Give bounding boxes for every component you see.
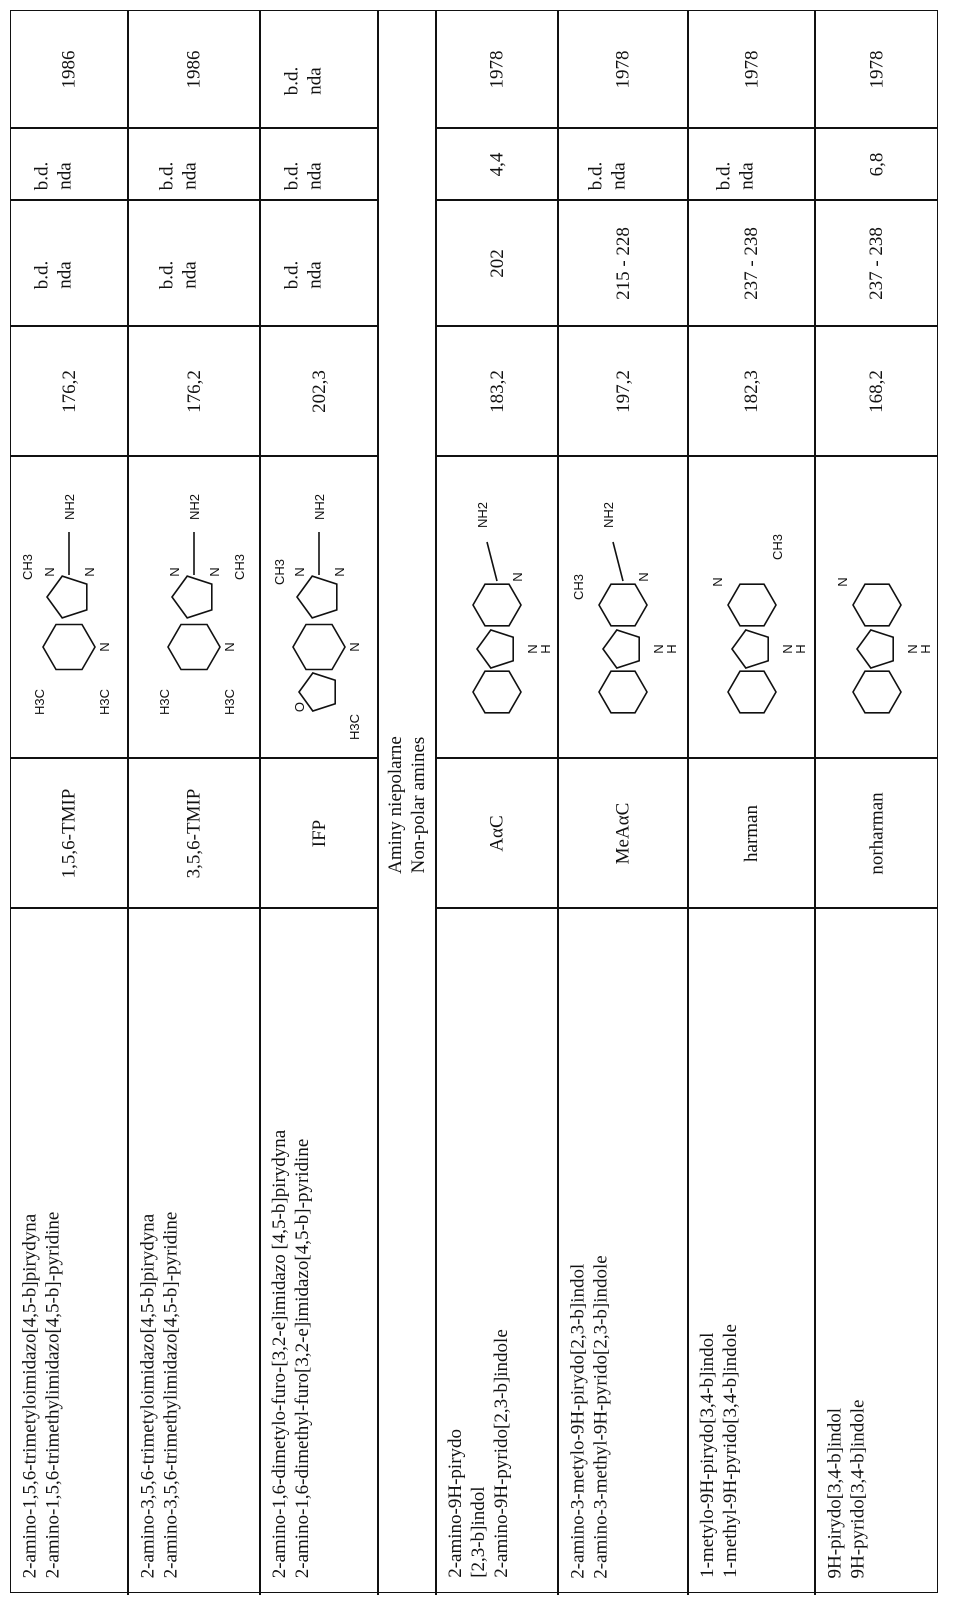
molar-mass-line: 182,3: [740, 369, 762, 413]
year: [183, 50, 206, 88]
column-divider: [10, 127, 378, 129]
methyl-label: H3C: [32, 688, 47, 716]
nitrogen-label: N: [525, 644, 540, 654]
pka-value: [485, 152, 508, 176]
abbreviation-line: harman: [740, 804, 762, 862]
row-divider: [814, 10, 816, 1595]
methyl-label: CH3: [232, 553, 247, 581]
molar-mass-line: 176,2: [183, 369, 205, 413]
pka-value: [584, 161, 630, 190]
abbreviation-line: norharman: [866, 791, 888, 875]
compound-name-line: 2-amino-9H-pirydo: [444, 1428, 466, 1578]
section-header: [384, 736, 430, 874]
compound-name: [696, 1324, 742, 1578]
compound-name-line: 9H-pirydo[3,4-b]indol: [823, 1407, 845, 1578]
column-divider: [10, 455, 378, 457]
compound-name: [566, 1255, 612, 1578]
nitrogen-label: N: [636, 572, 651, 582]
nitrogen-label: N: [709, 577, 725, 587]
year: [58, 50, 81, 88]
row-divider: [557, 10, 559, 1595]
column-divider: [436, 455, 938, 457]
abbreviation: [57, 788, 80, 878]
molar-mass: [611, 370, 634, 413]
column-divider: [10, 907, 378, 909]
year-line: 1986: [183, 50, 205, 88]
abbreviation-line: 3,5,6-TMIP: [183, 788, 205, 878]
row-divider: [377, 10, 379, 1595]
section-header-line: Non-polar amines: [407, 736, 429, 874]
year-line: 1978: [741, 50, 762, 88]
nitrogen-label: N: [834, 577, 850, 587]
compound-name-line: 2-amino-1,6-dimetylo-furo-[3,2-e]imidazo [4,5-b]pirydyna: [269, 1129, 291, 1579]
nitrogen-label: N: [510, 572, 525, 582]
chemical-structure: [139, 467, 249, 747]
nitrogen-label: N: [904, 644, 920, 654]
melting-point-line: 237 - 238: [740, 226, 762, 300]
abbreviation: [740, 805, 763, 862]
year-line: 1986: [58, 50, 80, 88]
compound-name: [823, 1399, 869, 1578]
compound-name-line: 1-metylo-9H-pirydo[3,4-b]indol: [696, 1332, 718, 1578]
row-divider: [259, 10, 261, 1595]
molar-mass: [57, 370, 80, 413]
column-divider: [10, 757, 378, 759]
nitrogen-label: N: [207, 567, 222, 577]
pka-value: [865, 152, 888, 176]
melting-point: [611, 227, 634, 300]
year: [865, 50, 888, 88]
abbreviation-line: IFP: [308, 819, 330, 847]
methyl-label: CH3: [769, 533, 785, 561]
nitrogen-label: N: [332, 567, 347, 577]
column-divider: [10, 325, 378, 327]
pka-value-line: b.d. nda: [30, 161, 75, 190]
pka-value-line: b.d. nda: [155, 161, 200, 190]
compound-name-line: 9H-pyrido[3,4-b]indole: [846, 1399, 868, 1578]
melting-point: [485, 249, 508, 278]
hydrogen-label: H: [792, 644, 808, 654]
compound-name-line: 2-amino-9H-pyrido[2,3-b]indole: [490, 1329, 512, 1578]
year: [486, 50, 509, 88]
pka-value-line: 4,4: [486, 152, 508, 176]
compound-name-line: 2-amino-3-methyl-9H-pyrido[2,3-b]indole: [590, 1254, 612, 1579]
compound-name: [136, 1211, 182, 1578]
molar-mass: [485, 370, 508, 413]
pka-value-line: b.d. nda: [713, 161, 758, 190]
compound-name-line: 1-methyl-9H-pyrido[3,4-b]indole: [719, 1324, 741, 1578]
oxygen-label: O: [292, 701, 307, 713]
nitrogen-label: N: [82, 567, 97, 577]
melting-point-line: 237 - 238: [865, 226, 887, 300]
methyl-label: CH3: [20, 553, 35, 581]
molar-mass-line: 202,3: [308, 369, 330, 413]
pka-value: [712, 161, 758, 190]
methyl-label: H3C: [347, 713, 362, 741]
compound-name-line: 2-amino-1,6-dimethyl-furo[3,2-e]imidazo[4,5-b]-pyridine: [292, 1138, 314, 1579]
compound-name-line: 2-amino-3,5,6-trimetyloimidazo[4,5-b]pirydyna: [136, 1213, 158, 1578]
pka-value: [30, 161, 76, 190]
abbreviation: [486, 815, 509, 851]
compound-name: [18, 1211, 64, 1578]
pka-value-line: 6,8: [865, 152, 887, 176]
section-header-line: Aminy niepolarne: [384, 736, 406, 874]
molar-mass-line: 168,2: [865, 369, 887, 413]
compound-name-line: [2,3-b]indol: [467, 1486, 489, 1578]
row-divider: [687, 10, 689, 1595]
hydrogen-label: H: [917, 644, 933, 654]
molar-mass: [740, 370, 763, 413]
nitrogen-label: N: [651, 644, 666, 654]
pka-value: [155, 161, 201, 190]
year: [612, 50, 635, 88]
hydrogen-label: H: [664, 644, 679, 654]
column-divider: [436, 325, 938, 327]
amine-label: NH2: [475, 501, 490, 529]
pka-value: [280, 161, 326, 190]
melting-point-line: 202: [486, 248, 508, 278]
year-line: 1978: [612, 50, 634, 88]
molar-mass-line: 176,2: [58, 369, 80, 413]
amine-label: NH2: [312, 493, 327, 521]
chemical-structure: [264, 467, 374, 747]
pka-value-line: b.d. nda: [280, 161, 325, 190]
hydrogen-label: H: [538, 644, 553, 654]
year-line: 1978: [866, 50, 887, 88]
melting-point-line: b.d. nda: [30, 260, 75, 289]
compound-name: [268, 1130, 314, 1578]
pka-value-line: b.d. nda: [584, 161, 629, 190]
column-divider: [436, 907, 938, 909]
chemical-structure: [697, 467, 807, 747]
abbreviation: [865, 792, 888, 874]
abbreviation-line: AαC: [486, 814, 508, 852]
compound-name-line: 2-amino-1,5,6-trimethylimidazo[4,5-b]-pyridine: [41, 1211, 63, 1578]
molar-mass: [307, 370, 330, 413]
melting-point: [30, 260, 76, 289]
column-divider: [436, 199, 938, 201]
melting-point: [155, 260, 201, 289]
compound-name: [444, 1329, 513, 1578]
amine-label: NH2: [601, 501, 616, 529]
molar-mass: [182, 370, 205, 413]
molar-mass-line: 197,2: [612, 369, 634, 413]
melting-point-line: 215 - 228: [612, 226, 634, 300]
row-divider: [435, 10, 437, 1595]
chemical-structure: [568, 467, 678, 747]
year: [740, 50, 763, 88]
abbreviation: [611, 802, 634, 864]
column-divider: [10, 199, 378, 201]
column-divider: [436, 127, 938, 129]
nitrogen-label: N: [779, 644, 795, 654]
methyl-label: H3C: [97, 688, 112, 716]
abbreviation-line: 1,5,6-TMIP: [58, 788, 80, 878]
melting-point-line: b.d. nda: [280, 260, 325, 289]
year-line: 1978: [486, 50, 508, 88]
compound-name-line: 2-amino-1,5,6-trimetyloimidazo[4,5-b]pirydyna: [18, 1213, 40, 1578]
nitrogen-label: N: [97, 642, 112, 652]
methyl-label: H3C: [222, 688, 237, 716]
molar-mass: [865, 370, 888, 413]
nitrogen-label: N: [222, 642, 237, 652]
row-divider: [127, 10, 129, 1595]
melting-point: [740, 227, 763, 300]
methyl-label: CH3: [571, 573, 586, 601]
nitrogen-label: N: [347, 642, 362, 652]
compound-name-line: 2-amino-3,5,6-trimethylimidazo[4,5-b]-pyridine: [159, 1211, 181, 1578]
methyl-label: CH3: [272, 558, 287, 586]
nitrogen-label: N: [42, 567, 57, 577]
nitrogen-label: N: [167, 567, 182, 577]
melting-point: [865, 227, 888, 300]
amine-label: NH2: [62, 493, 77, 521]
amine-label: NH2: [187, 493, 202, 521]
methyl-label: H3C: [157, 688, 172, 716]
melting-point-line: b.d. nda: [155, 260, 200, 289]
abbreviation-line: MeAαC: [612, 802, 634, 864]
column-divider: [436, 757, 938, 759]
abbreviation: [182, 788, 205, 878]
nitrogen-label: N: [292, 567, 307, 577]
chemical-structure: [442, 467, 552, 747]
abbreviation: [308, 819, 331, 846]
chemical-structure: [14, 467, 124, 747]
melting-point: [280, 260, 326, 289]
year-line: b.d. nda: [280, 66, 325, 95]
year: [280, 66, 326, 95]
compound-name-line: 2-amino-3-metylo-9H-pirydo[2,3-b]indol: [567, 1263, 589, 1579]
chemical-structure: [822, 467, 932, 747]
molar-mass-line: 183,2: [486, 369, 508, 413]
